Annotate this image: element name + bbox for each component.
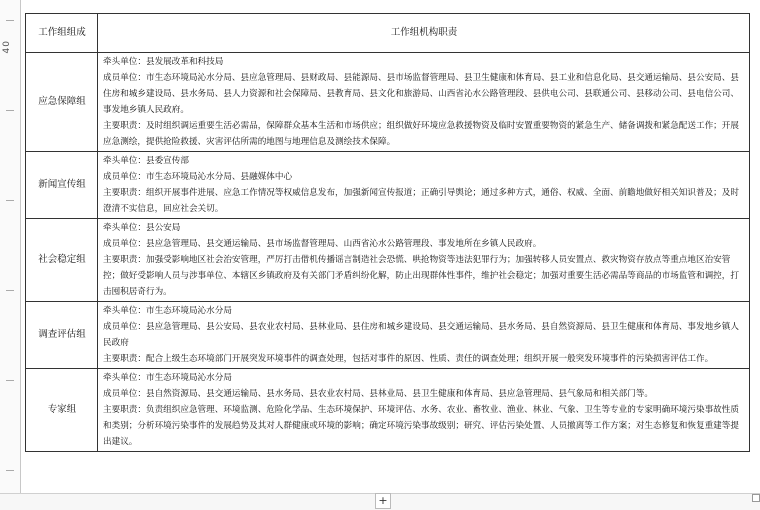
member-units: 成员单位：市生态环境局沁水分局、县融媒体中心 [103, 172, 293, 182]
ruler-tick [6, 380, 14, 381]
duty-cell [98, 302, 750, 369]
lead-unit: 牵头单位：县发展改革和科技局 [103, 57, 224, 67]
duty-cell [98, 369, 750, 452]
group-name: 应急保障组 [26, 53, 98, 152]
group-name: 专家组 [26, 369, 98, 452]
table-row [26, 53, 750, 152]
table-row [26, 302, 750, 369]
main-duties: 主要职责：组织开展事件进展、应急工作情况等权威信息发布，加强新闻宣传报道；正确引导舆论；通过多种方式，通俗、权威、全面、前瞻地做好相关知识普及；及时澄清不实信息，回应社会关切。 [103, 188, 739, 214]
vertical-ruler [0, 0, 21, 509]
duty-cell [98, 53, 750, 152]
member-units: 成员单位：县应急管理局、县交通运输局、县市场监督管理局、山西省沁水公路管理段、事发地所在乡镇人民政府。 [103, 239, 542, 249]
ruler-tick [6, 470, 14, 471]
group-name: 新闻宣传组 [26, 152, 98, 219]
lead-unit: 牵头单位：市生态环境局沁水分局 [103, 373, 232, 383]
lead-unit: 牵头单位：市生态环境局沁水分局 [103, 306, 232, 316]
ruler-tick [6, 110, 14, 111]
lead-unit: 牵头单位：县公安局 [103, 223, 181, 233]
table-row [26, 219, 750, 302]
duty-cell [98, 219, 750, 302]
ruler-tick [6, 20, 14, 21]
group-name: 调查评估组 [26, 302, 98, 369]
header-group: 工作组组成 [26, 14, 98, 53]
member-units: 成员单位：市生态环境局沁水分局、县应急管理局、县财政局、县能源局、县市场监督管理局、县卫生健康和体育局、县工业和信息化局、县交通运输局、县公安局、县住房和城乡建设局、县水务局、县人力资源和社会保障局、县教育局、县文化和旅游局、山西省沁水公路管理段、县供电公司、县联通公司、县移动公司、县电信公司、事发地乡镇人民政府。 [103, 73, 739, 115]
add-row-button[interactable]: + [375, 493, 391, 509]
main-duties: 主要职责：配合上级生态环境部门开展突发环境事件的调查处理，包括对事件的原因、性质、责任的调查处理；组织开展一般突发环境事件的污染损害评估工作。 [103, 354, 714, 364]
main-duties: 主要职责：加强受影响地区社会治安管理，严厉打击借机传播谣言制造社会恐慌、哄抢物资等违法犯罪行为；加强转移人员安置点、救灾物资存放点等重点地区治安管控；做好受影响人员与涉事单位、本辖区乡镇政府及有关部门矛盾纠纷化解，防止出现群体性事件，维护社会稳定；加强对重要生活必需品等商品的市场监管和调控，打击囤积居奇行为。 [103, 255, 739, 297]
main-duties: 主要职责：负责组织应急管理、环境监测、危险化学品、生态环境保护、环境评估、水务、农业、畜牧业、渔业、林业、气象、卫生等专业的专家明确环境污染事故性质和类别；分析环境污染事件的发展趋势及其对人群健康或环境的影响；确定环境污染事故级别；研究、评估污染处置、人员撤离等工作方案；对生态修复和恢复重建等提出建议。 [103, 405, 739, 447]
ruler-tick [6, 200, 14, 201]
lead-unit: 牵头单位：县委宣传部 [103, 156, 189, 166]
table-row [26, 369, 750, 452]
table-row [26, 152, 750, 219]
group-name: 社会稳定组 [26, 219, 98, 302]
ruler-tick [6, 290, 14, 291]
table-resize-handle[interactable] [752, 494, 760, 502]
main-duties: 主要职责：及时组织调运重要生活必需品，保障群众基本生活和市场供应；组织做好环境应急救援物资及临时安置重要物资的紧急生产、储备调拨和紧急配送工作；开展应急测绘，提供抢险救援、灾害评估所需的地图与地理信息及测绘技术保障。 [103, 121, 739, 147]
bottom-bar [0, 493, 760, 510]
duty-table [25, 13, 750, 452]
member-units: 成员单位：县自然资源局、县交通运输局、县水务局、县农业农村局、县林业局、县卫生健康和体育局、县应急管理局、县气象局和相关部门等。 [103, 389, 654, 399]
header-duties: 工作组机构职责 [98, 14, 750, 53]
duty-cell [98, 152, 750, 219]
member-units: 成员单位：县应急管理局、县公安局、县农业农村局、县林业局、县住房和城乡建设局、县交通运输局、县水务局、县自然资源局、县卫生健康和体育局、事发地乡镇人民政府 [103, 322, 739, 348]
page-number: 40 [2, 40, 12, 54]
table-header-row [26, 14, 750, 53]
